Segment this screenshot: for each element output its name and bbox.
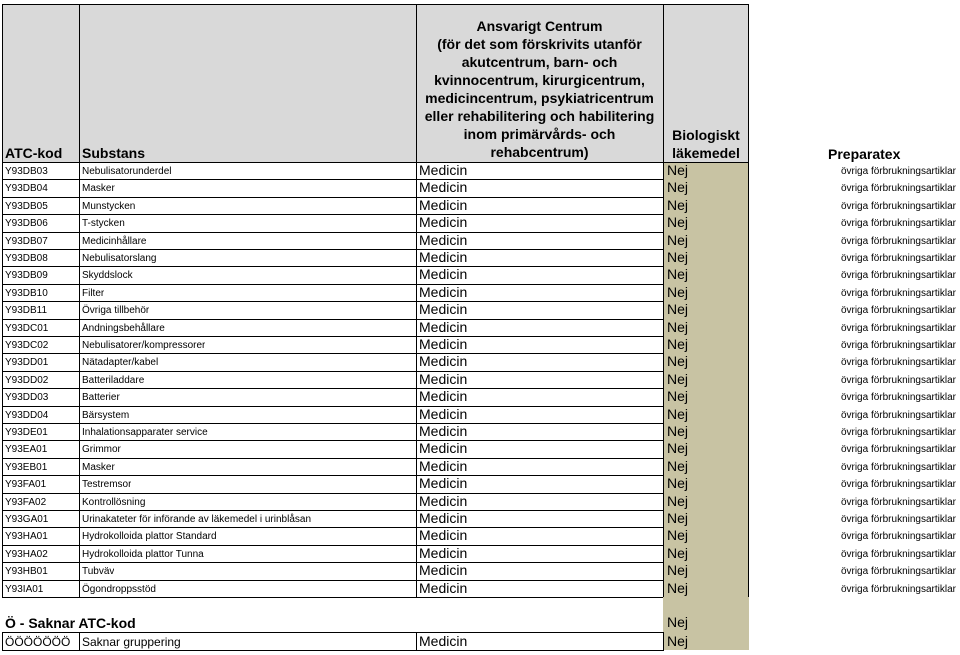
preparat-cell: övriga förbrukningsartiklar: [840, 496, 956, 508]
substans-cell: Masker: [82, 183, 115, 195]
atc-cell: Y93DB04: [5, 183, 48, 195]
atc-cell: Y93GA01: [5, 514, 49, 525]
substans-cell: Nebulisatorslang: [82, 253, 157, 264]
bio-cell: Nej: [667, 579, 689, 596]
bio-cell: Nej: [667, 510, 689, 526]
atc-cell: Y93DC01: [5, 322, 49, 334]
preparat-cell: övriga förbrukningsartiklar: [840, 340, 956, 351]
substans-cell: Ögondroppsstöd: [82, 583, 156, 595]
substans-cell: Batteriladdare: [82, 374, 145, 386]
ansvarigt-cell: Medicin: [419, 231, 468, 248]
preparat-cell: övriga förbrukningsartiklar: [840, 392, 956, 404]
substans-cell: Skyddslock: [82, 270, 133, 282]
table-row[interactable]: [0, 266, 960, 283]
header-ansvarigt-line: rehabcentrum): [490, 144, 589, 160]
substans-cell: Nätadapter/kabel: [82, 357, 159, 369]
ansvarigt-cell: Medicin: [419, 423, 468, 439]
table-row[interactable]: [0, 458, 960, 475]
ansvarigt-cell: Medicin: [419, 301, 468, 318]
table-row[interactable]: [0, 336, 960, 353]
header-ansvarigt-line: akutcentrum, barn- och: [461, 54, 618, 70]
preparat-cell: övriga förbrukningsartiklar: [840, 200, 956, 212]
substans-cell: Övriga tillbehör: [82, 305, 150, 317]
header-ansvarigt-line: inom primärvårds- och: [463, 126, 616, 142]
ansvarigt-cell: Medicin: [419, 214, 468, 231]
ansvarigt-cell: Medicin: [419, 249, 468, 265]
table-row[interactable]: [0, 580, 960, 597]
table-row[interactable]: [0, 493, 960, 510]
bio-cell: Nej: [667, 440, 689, 457]
table-row[interactable]: [0, 545, 960, 562]
preparat-cell: övriga förbrukningsartiklar: [840, 548, 956, 560]
ansvarigt-cell: Medicin: [419, 440, 468, 457]
atc-cell: Y93DE01: [5, 427, 48, 438]
ansvarigt-cell: Medicin: [419, 405, 468, 422]
bio-cell: Nej: [667, 388, 689, 405]
table-row[interactable]: [0, 319, 960, 336]
atc-cell: Y93DB06: [5, 218, 48, 230]
substans-cell: Filter: [82, 287, 105, 299]
bio-cell: Nej: [667, 336, 689, 352]
substans-cell: T-stycken: [82, 218, 125, 230]
bio-cell: Nej: [667, 249, 689, 265]
substans-cell: Testremsor: [82, 479, 132, 491]
header-ansvarigt-line: Ansvarigt Centrum: [476, 18, 603, 34]
preparat-cell: övriga förbrukningsartiklar: [840, 287, 956, 299]
atc-cell: ÖÖÖÖÖÖÖ: [5, 635, 71, 649]
atc-cell: Y93DB07: [5, 235, 48, 247]
header-ansvarigt-line: kvinnocentrum, kirurgicentrum,: [434, 72, 645, 88]
table-row[interactable]: [0, 475, 960, 492]
ansvarigt-cell: Medicin: [419, 196, 468, 213]
ansvarigt-cell: Medicin: [419, 527, 468, 544]
table-row[interactable]: [0, 179, 960, 196]
table-row[interactable]: [0, 214, 960, 231]
preparat-cell: övriga förbrukningsartiklar: [840, 444, 956, 456]
table-row[interactable]: [0, 527, 960, 544]
ansvarigt-cell: Medicin: [419, 370, 468, 387]
preparat-cell: övriga förbrukningsartiklar: [840, 409, 956, 421]
atc-cell: Y93HA02: [5, 548, 48, 560]
table-row[interactable]: [0, 371, 960, 388]
atc-cell: Y93FA02: [5, 496, 47, 508]
substans-cell: Medicinhållare: [82, 235, 147, 247]
substans-cell: Hydrokolloida plattor Tunna: [82, 548, 204, 560]
preparat-cell: övriga förbrukningsartiklar: [840, 166, 956, 177]
substans-cell: Kontrollösning: [82, 496, 146, 508]
table-row[interactable]: [0, 353, 960, 370]
grid-line: [2, 597, 663, 598]
substans-cell: Nebulisatorer/kompressorer: [82, 340, 206, 351]
preparat-cell: övriga förbrukningsartiklar: [840, 235, 956, 247]
ansvarigt-cell: Medicin: [419, 510, 468, 526]
preparat-cell: övriga förbrukningsartiklar: [840, 514, 956, 525]
atc-cell: Y93EA01: [5, 444, 48, 456]
ansvarigt-cell: Medicin: [419, 633, 468, 649]
substans-cell: Hydrokolloida plattor Standard: [82, 531, 217, 543]
preparat-cell: övriga förbrukningsartiklar: [840, 461, 956, 473]
bio-cell: Nej: [667, 544, 689, 561]
substans-cell: Munstycken: [82, 200, 136, 212]
bio-cell: Nej: [667, 633, 689, 649]
ansvarigt-cell: Medicin: [419, 318, 468, 335]
table-row[interactable]: [0, 284, 960, 301]
table-row[interactable]: [0, 249, 960, 266]
atc-cell: Y93DC02: [5, 340, 49, 351]
preparat-cell: övriga förbrukningsartiklar: [840, 357, 956, 369]
table-row[interactable]: [0, 197, 960, 214]
bio-cell: Nej: [667, 301, 689, 318]
substans-cell: Saknar gruppering: [82, 635, 181, 649]
table-row[interactable]: [0, 301, 960, 318]
atc-cell: Y93DD03: [5, 392, 49, 404]
table-row[interactable]: [0, 562, 960, 579]
header-ansvarigt-line: (för det som förskrivits utanför: [437, 36, 642, 52]
atc-cell: Y93DB03: [5, 166, 48, 177]
bio-cell: Nej: [667, 214, 689, 231]
table-row[interactable]: [0, 633, 960, 650]
table-row[interactable]: [0, 406, 960, 423]
bio-cell: Nej: [667, 457, 689, 474]
ansvarigt-cell: Medicin: [419, 266, 468, 283]
table-row[interactable]: [0, 162, 960, 179]
ansvarigt-cell: Medicin: [419, 544, 468, 561]
bio-cell: Nej: [667, 266, 689, 283]
substans-cell: Bärsystem: [82, 409, 130, 421]
atc-cell: Y93DB08: [5, 253, 48, 264]
bio-cell: Nej: [667, 527, 689, 544]
header-atc-kod: ATC-kod: [5, 145, 63, 161]
header-substans: Substans: [82, 145, 146, 161]
preparat-cell: övriga förbrukningsartiklar: [840, 270, 956, 282]
preparat-cell: övriga förbrukningsartiklar: [840, 305, 956, 317]
header-bio-line: läkemedel: [672, 145, 740, 161]
bio-cell: Nej: [667, 405, 689, 422]
section-title: Ö - Saknar ATC-kod: [5, 615, 136, 631]
ansvarigt-cell: Medicin: [419, 562, 468, 579]
atc-cell: Y93DB09: [5, 270, 48, 282]
header-ansvarigt-line: medicincentrum, psykiatricentrum: [425, 90, 654, 106]
atc-cell: Y93DB05: [5, 200, 48, 212]
table-row[interactable]: [0, 510, 960, 527]
ansvarigt-cell: Medicin: [419, 336, 468, 352]
substans-cell: Urinakateter för införande av läkemedel i urinblåsan: [82, 514, 312, 525]
preparat-cell: övriga förbrukningsartiklar: [840, 583, 956, 595]
header-bio-line: Biologiskt: [672, 127, 740, 143]
preparat-cell: övriga förbrukningsartiklar: [840, 531, 956, 543]
table-row[interactable]: [0, 423, 960, 440]
bio-cell: Nej: [667, 318, 689, 335]
header-ansvarigt-centrum: [417, 17, 662, 161]
preparat-cell: övriga förbrukningsartiklar: [840, 427, 956, 438]
bio-cell: Nej: [667, 196, 689, 213]
atc-cell: Y93DD04: [5, 409, 49, 421]
ansvarigt-cell: Medicin: [419, 162, 468, 178]
ansvarigt-cell: Medicin: [419, 353, 468, 370]
header-ansvarigt-line: eller rehabilitering och habilitering: [424, 108, 655, 124]
atc-cell: Y93EB01: [5, 461, 48, 473]
grid-line: [2, 4, 749, 5]
substans-cell: Masker: [82, 461, 115, 473]
ansvarigt-cell: Medicin: [419, 457, 468, 474]
atc-cell: Y93DD01: [5, 357, 49, 369]
bio-cell: Nej: [667, 475, 689, 492]
bio-cell: Nej: [667, 370, 689, 387]
atc-cell: Y93HB01: [5, 566, 48, 578]
bio-cell: Nej: [667, 231, 689, 248]
header-biologiskt-lakemedel: [663, 126, 749, 162]
table-row[interactable]: [0, 388, 960, 405]
substans-cell: Inhalationsapparater service: [82, 427, 208, 438]
preparat-cell: övriga förbrukningsartiklar: [840, 253, 956, 264]
substans-cell: Batterier: [82, 392, 120, 404]
substans-cell: Tubväv: [82, 566, 115, 578]
bio-cell: Nej: [667, 492, 689, 509]
bio-cell: Nej: [667, 162, 689, 178]
table-row[interactable]: [0, 232, 960, 249]
ansvarigt-cell: Medicin: [419, 492, 468, 509]
preparat-cell: övriga förbrukningsartiklar: [840, 218, 956, 230]
bio-cell: Nej: [667, 179, 689, 196]
substans-cell: Nebulisatorunderdel: [82, 166, 172, 177]
atc-cell: Y93DD02: [5, 374, 49, 386]
bio-cell: Nej: [667, 562, 689, 579]
substans-cell: Andningsbehållare: [82, 322, 165, 334]
bio-cell: Nej: [667, 423, 689, 439]
preparat-cell: övriga förbrukningsartiklar: [840, 374, 956, 386]
preparat-cell: övriga förbrukningsartiklar: [840, 479, 956, 491]
ansvarigt-cell: Medicin: [419, 579, 468, 596]
bio-cell: Nej: [667, 283, 689, 300]
atc-cell: Y93HA01: [5, 531, 48, 543]
preparat-cell: övriga förbrukningsartiklar: [840, 183, 956, 195]
substans-cell: Grimmor: [82, 444, 121, 456]
atc-cell: Y93IA01: [5, 583, 44, 595]
bio-cell: Nej: [667, 353, 689, 370]
preparat-cell: övriga förbrukningsartiklar: [840, 566, 956, 578]
ansvarigt-cell: Medicin: [419, 388, 468, 405]
atc-cell: Y93DB11: [5, 305, 48, 317]
ansvarigt-cell: Medicin: [419, 179, 468, 196]
atc-cell: Y93FA01: [5, 479, 47, 491]
atc-cell: Y93DB10: [5, 287, 48, 299]
ansvarigt-cell: Medicin: [419, 475, 468, 492]
header-preparatex: Preparatex: [828, 146, 901, 162]
ansvarigt-cell: Medicin: [419, 283, 468, 300]
preparat-cell: övriga förbrukningsartiklar: [840, 322, 956, 334]
table-row[interactable]: [0, 440, 960, 457]
section-bio-cell: Nej: [667, 614, 689, 630]
